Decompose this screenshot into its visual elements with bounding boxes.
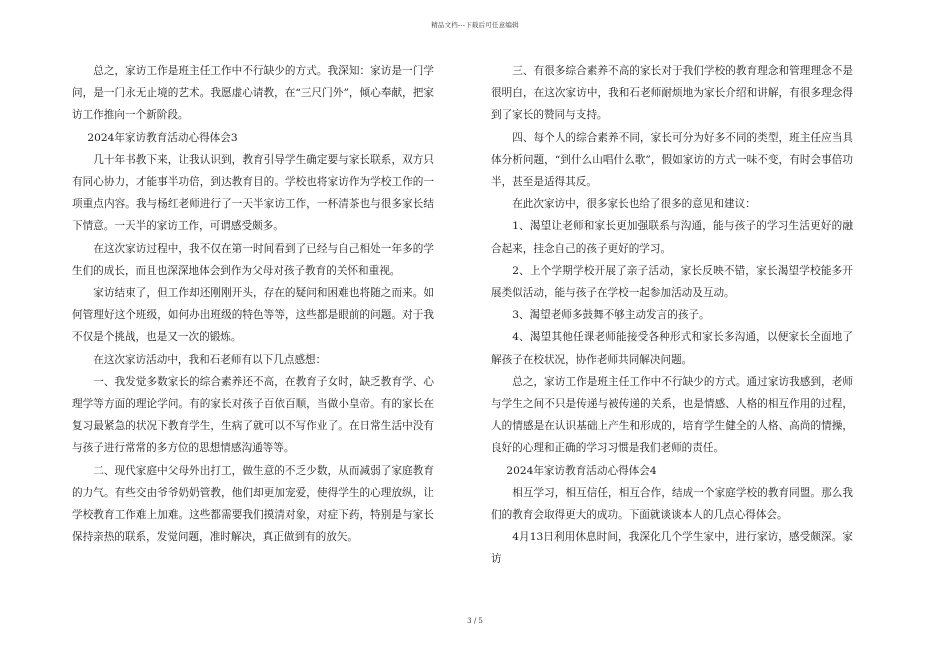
section-heading: 2024年家访教育活动心得体会3 (87, 131, 238, 144)
paragraph: 总之，家访工作是班主任工作中不行缺少的方式。我深知：家访是一门学问，是一门永无止境的艺术。我愿虚心请教，在“三尺门外”，倾心奉献，把家访工作推向一个新阶段。 (72, 65, 434, 122)
list-item: 1、渴望让老师和家长更加强联系与沟通，能与孩子的学习生活更好的融合起来，挂念自己的孩子更好的学习。 (491, 220, 853, 255)
paragraph: 4月13日利用休息时间，我深化几个学生家中，进行家访，感受颇深。家访 (491, 531, 853, 566)
paragraph: 几十年书教下来，让我认识到，教育引导学生确定要与家长联系，双方只有同心协力，才能事半功倍，到达教育目的。学校也将家访作为学校工作的一项重点内容。我与杨红老师进行了一天半家访工作，一杯清茶也与很多家长结下情意。一天半的家访工作，可谓感受颇多。 (72, 153, 434, 233)
right-column (491, 60, 853, 571)
paragraph: 相互学习，相互信任，相互合作，结成一个家庭学校的教育同盟。那么我们的教育会取得更大的成功。下面就谈谈本人的几点心得体会。 (491, 486, 853, 522)
paragraph: 在这次家访过程中，我不仅在第一时间看到了已经与自己相处一年多的学生们的成长，而且也深深地体会到作为父母对孩子教育的关怀和重视。 (72, 242, 434, 277)
left-column (72, 60, 434, 548)
paragraph: 家访结束了，但工作却还刚刚开头，存在的疑问和困难也将随之而来。如何管理好这个班级，如何办出班级的特色等等，这些都是眼前的问题。对于我不仅是个挑战，也是又一次的锻炼。 (72, 287, 434, 344)
paragraph: 一、我发觉多数家长的综合素养还不高，在教育子女时，缺乏教育学、心理学等方面的理论学问。有的家长对孩子百依百顺，当做小皇帝。有的家长在复习最紧急的状况下教育学生，生病了就可以不写作业了。在日常生活中没有与孩子进行常常的多方位的思想情感沟通等等。 (72, 375, 434, 455)
list-item: 2、上个学期学校开展了亲子活动，家长反映不错，家长渴望学校能多开展类似活动，能与孩子在学校一起参加活动及互动。 (491, 264, 853, 300)
paragraph: 总之，家访工作是班主任工作中不行缺少的方式。通过家访我感到，老师与学生之间不只是传递与被传递的关系，也是情感、人格的相互作用的过程，人的情感是在认识基础上产生和形成的，培育学生健全的人格、高尚的情操，良好的心理和正确的学习习惯是我们老师的责任。 (491, 375, 853, 455)
paragraph: 在这次家访活动中，我和石老师有以下几点感想： (93, 353, 327, 366)
paragraph: 二、现代家庭中父母外出打工，做生意的不乏少数，从而减弱了家庭教育的力气。有些交由爷爷奶奶管教，他们却更加宠爱，使得学生的心理放纵，让学校教育工作难上加难。这些都需要我们摸清对象，对症下药，特别是与家长保持亲热的联系，发觉问题，准时解决，真正做到有的放矢。 (72, 464, 434, 544)
section-heading: 2024年家访教育活动心得体会4 (506, 464, 657, 477)
paragraph: 在此次家访中，很多家长也给了很多的意见和建议： (512, 198, 756, 211)
page-number: 3 / 5 (467, 617, 483, 625)
paragraph: 四、每个人的综合素养不同，家长可分为好多不同的类型，班主任应当具体分析问题，“到什么山唱什么歌”，假如家访的方式一味不变，有时会事倍功半，甚至是适得其反。 (491, 131, 853, 189)
list-item: 3、渴望老师多鼓舞不够主动发言的孩子。 (512, 309, 710, 322)
page-header: 精品文档---下载后可任意编辑 (431, 21, 519, 29)
list-item: 4、渴望其他任课老师能接受各种形式和家长多沟通，以便家长全面地了解孩子在校状况，协作老师共同解决问题。 (491, 331, 853, 366)
paragraph: 三、有很多综合素养不高的家长对于我们学校的教育理念和管理理念不是很明白，在这次家访中，我和石老师耐烦地为家长介绍和讲解，有很多理念得到了家长的赞同与支持。 (491, 65, 853, 122)
